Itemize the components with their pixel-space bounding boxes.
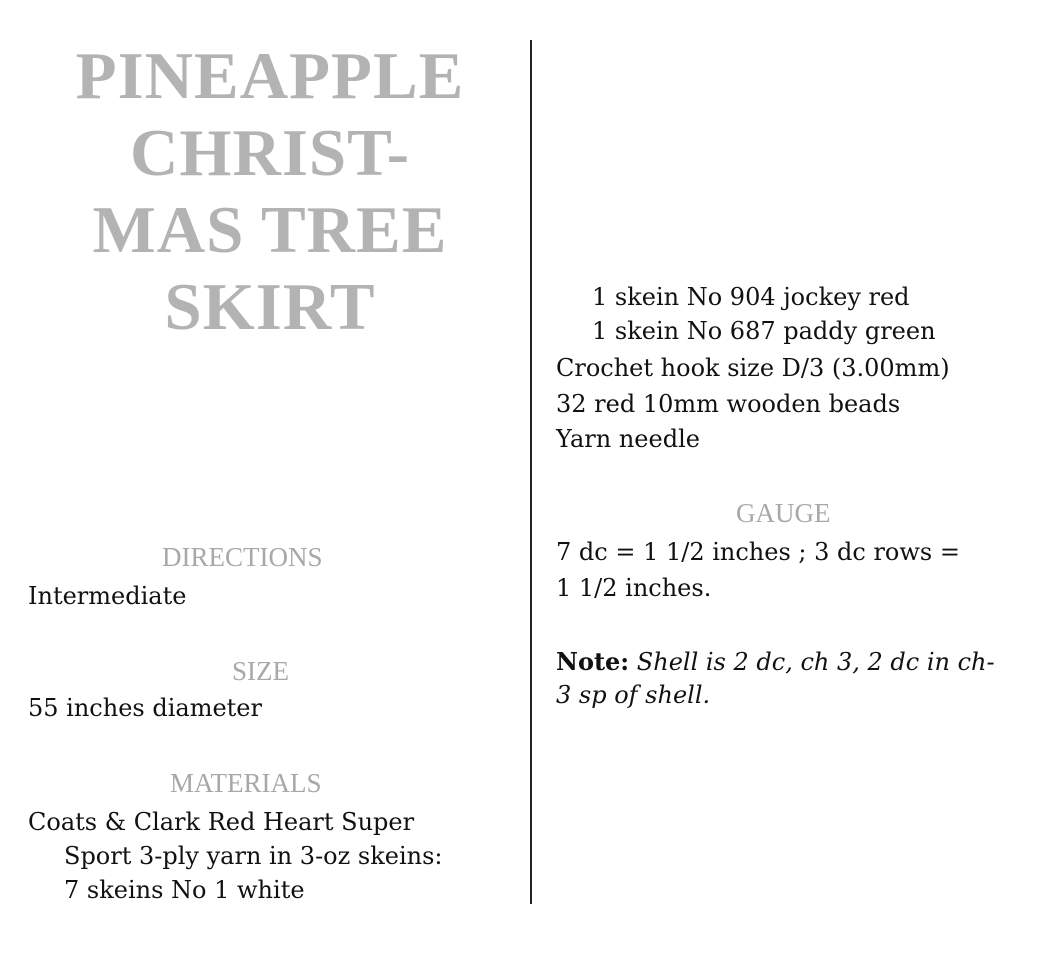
column-divider <box>530 40 532 904</box>
materials-line: 32 red 10mm wooden beads <box>556 390 901 418</box>
title-line: PINEAPPLE <box>75 39 465 113</box>
gauge-heading: GAUGE <box>736 498 831 528</box>
pattern-title <box>20 38 520 346</box>
materials-heading: MATERIALS <box>170 768 322 798</box>
note-text: Shell is 2 dc, ch 3, 2 dc in ch- <box>629 648 995 676</box>
materials-line: Crochet hook size D/3 (3.00mm) <box>556 354 950 382</box>
title-line: SKIRT <box>164 270 376 344</box>
size-heading: SIZE <box>232 656 289 686</box>
materials-line: 1 skein No 904 jockey red <box>592 283 910 311</box>
note-text: 3 sp of shell. <box>556 681 711 709</box>
directions-text: Intermediate <box>28 582 187 610</box>
gauge-line: 7 dc = 1 1/2 inches ; 3 dc rows = <box>556 538 960 566</box>
materials-line: Coats & Clark Red Heart Super <box>28 808 415 836</box>
materials-line: Yarn needle <box>556 425 700 453</box>
title-line: CHRIST- <box>129 116 411 190</box>
materials-line: 1 skein No 687 paddy green <box>592 317 936 345</box>
note-label: Note: <box>556 647 630 676</box>
directions-heading: DIRECTIONS <box>162 542 323 572</box>
materials-line: 7 skeins No 1 white <box>64 876 305 904</box>
note-paragraph <box>556 645 995 679</box>
materials-line: Sport 3-ply yarn in 3-oz skeins: <box>64 842 443 870</box>
title-line: MAS TREE <box>92 193 448 267</box>
gauge-line: 1 1/2 inches. <box>556 574 712 602</box>
size-text: 55 inches diameter <box>28 694 262 722</box>
